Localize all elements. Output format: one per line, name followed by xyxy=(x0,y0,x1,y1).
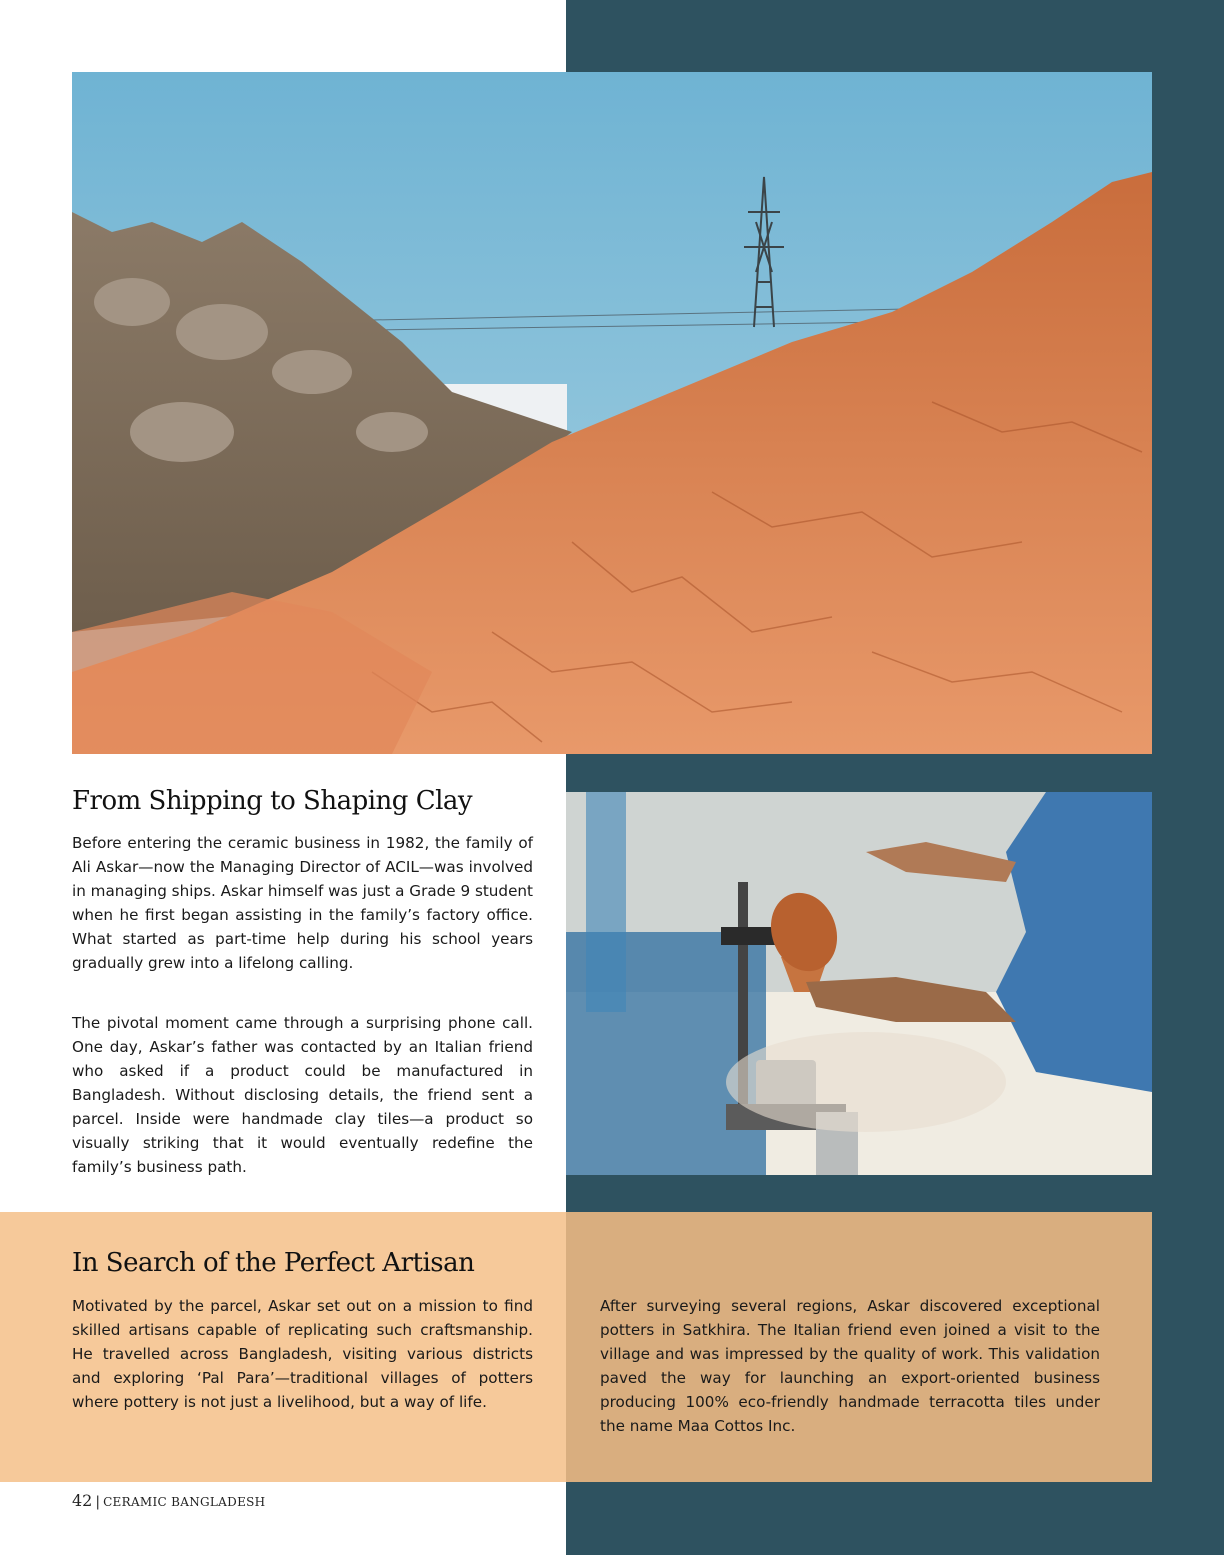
secondary-photo xyxy=(566,792,1152,1175)
body-paragraph: Before entering the ceramic business in 1982, the family of Ali Askar—now the Managing Director of ACIL—was involved in managing ships. Askar himself was just a Grade 9 student when he first began assisting in the family’s factory office. What started as part-time help during his school years gradually grew into a lifelong calling. xyxy=(72,834,533,972)
section-heading-search-artisan: In Search of the Perfect Artisan xyxy=(72,1248,475,1278)
page-number: 42 xyxy=(72,1491,93,1510)
section-heading-shipping-to-clay: From Shipping to Shaping Clay xyxy=(72,786,473,816)
page-footer xyxy=(72,1491,265,1510)
body-paragraph: The pivotal moment came through a surprising phone call. One day, Askar’s father was contacted by an Italian friend who asked if a product could be manufactured in Bangladesh. Without disclosing details, the friend sent a parcel. Inside were handmade clay tiles—a product so visually striking that it would eventually redefine the family’s business path. xyxy=(72,1014,533,1176)
body-paragraph: Motivated by the parcel, Askar set out on a mission to find skilled artisans capable of replicating such craftsmanship. He travelled across Bangladesh, visiting various districts and exploring ‘Pal Para’—traditional villages of potters where pottery is not just a livelihood, but a way of life. xyxy=(72,1297,533,1411)
publication-name: CERAMIC BANGLADESH xyxy=(103,1495,266,1509)
body-paragraph: After surveying several regions, Askar discovered exceptional potters in Satkhira. The Italian friend even joined a visit to the village and was impressed by the quality of work. This validation paved the way for launching an export-oriented business producing 100% eco-friendly handmade terracotta tiles under the name Maa Cottos Inc. xyxy=(600,1297,1100,1435)
footer-separator: | xyxy=(95,1494,101,1510)
hero-photo xyxy=(72,72,1152,754)
